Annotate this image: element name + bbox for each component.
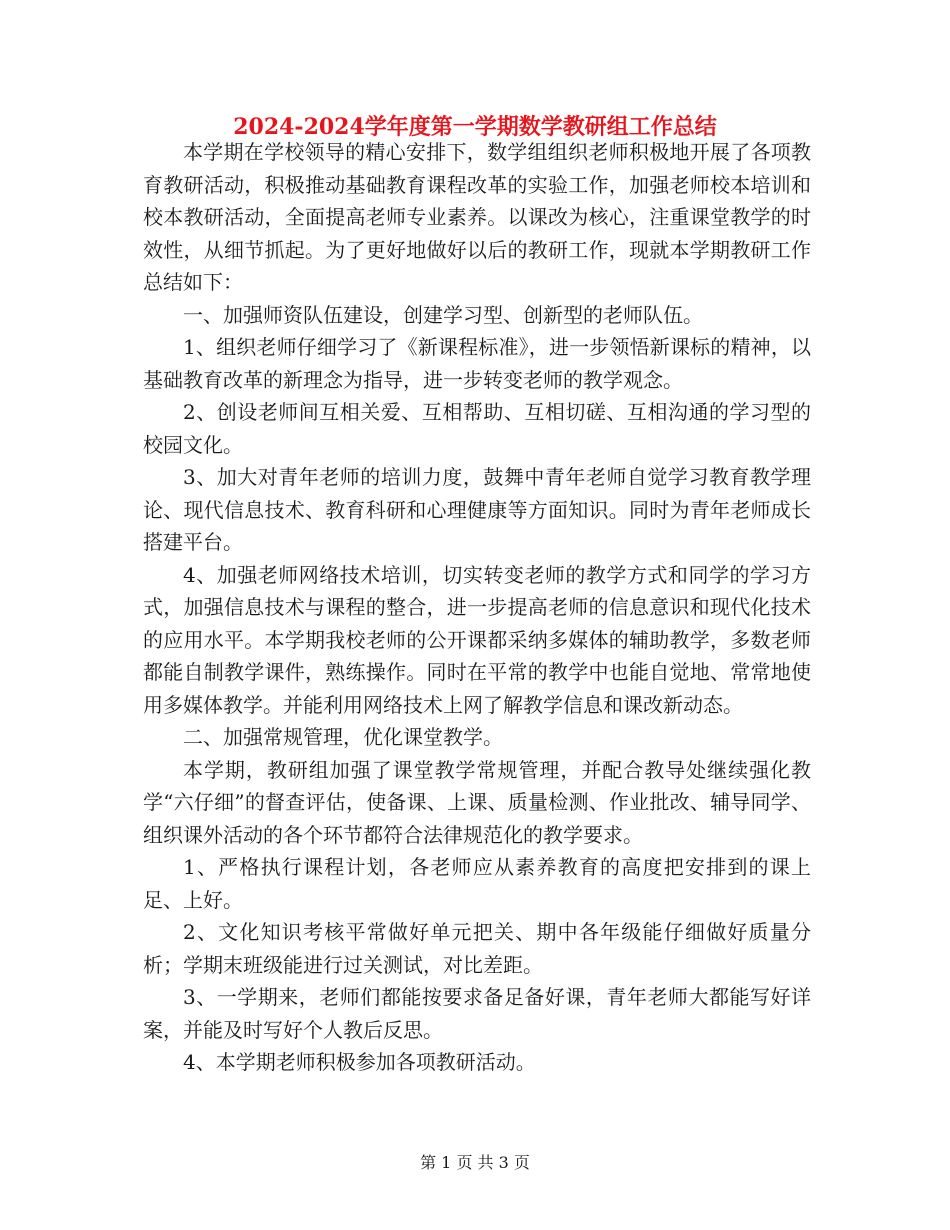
paragraph-item: 1、严格执行课程计划，各老师应从素养教育的高度把安排到的课上足、上好。 (143, 855, 811, 912)
paragraph-item: 3、一学期来，老师们都能按要求备足备好课，青年老师大都能写好详案，并能及时写好个人教后反思。 (143, 985, 811, 1042)
page-number-footer: 第 1 页 共 3 页 (420, 1153, 530, 1172)
paragraph-item: 4、加强老师网络技术培训，切实转变老师的教学方式和同学的学习方式，加强信息技术与课程的整合，进一步提高老师的信息意识和现代化技术的应用水平。本学期我校老师的公开课都采纳多媒体的辅助教学，多数老师都能自制教学课件，熟练操作。同时在平常的教学中也能自觉地、常常地使用多媒体教学。并能利用网络技术上网了解教学信息和课改新动态。 (143, 562, 811, 717)
paragraph-item: 2、创设老师间互相关爱、互相帮助、互相切磋、互相沟通的学习型的校园文化。 (143, 400, 811, 457)
paragraph-item: 2、文化知识考核平常做好单元把关、期中各年级能仔细做好质量分析；学期末班级能进行过关测试，对比差距。 (143, 920, 811, 977)
document-title: 2024-2024学年度第一学期数学教研组工作总结 (233, 114, 717, 140)
section-heading-1: 一、加强师资队伍建设，创建学习型、创新型的老师队伍。 (183, 302, 703, 327)
paragraph-item: 4、本学期老师积极参加各项教研活动。 (183, 1050, 536, 1074)
paragraph-item: 1、组织老师仔细学习了《新课程标准》，进一步领悟新课标的精神，以基础教育改革的新理念为指导，进一步转变老师的教学观念。 (143, 335, 811, 392)
section-heading-2: 二、加强常规管理，优化课堂教学。 (183, 725, 503, 749)
paragraph-item: 3、加大对青年老师的培训力度，鼓舞中青年老师自觉学习教育教学理论、现代信息技术、教育科研和心理健康等方面知识。同时为青年老师成长搭建平台。 (143, 465, 811, 554)
document-body (143, 136, 811, 1079)
paragraph-section-intro: 本学期，教研组加强了课堂教学常规管理，并配合教导处继续强化教学“六仔细”的督查评估，使备课、上课、质量检测、作业批改、辅导同学、组织课外活动的各个环节都符合法律规范化的教学要求。 (143, 757, 811, 847)
paragraph-intro: 本学期在学校领导的精心安排下，数学组组织老师积极地开展了各项教育教研活动，积极推动基础教育课程改革的实验工作，加强老师校本培训和校本教研活动，全面提高老师专业素养。以课改为核心，注重课堂教学的时效性，从细节抓起。为了更好地做好以后的教研工作，现就本学期教研工作总结如下： (143, 140, 811, 294)
